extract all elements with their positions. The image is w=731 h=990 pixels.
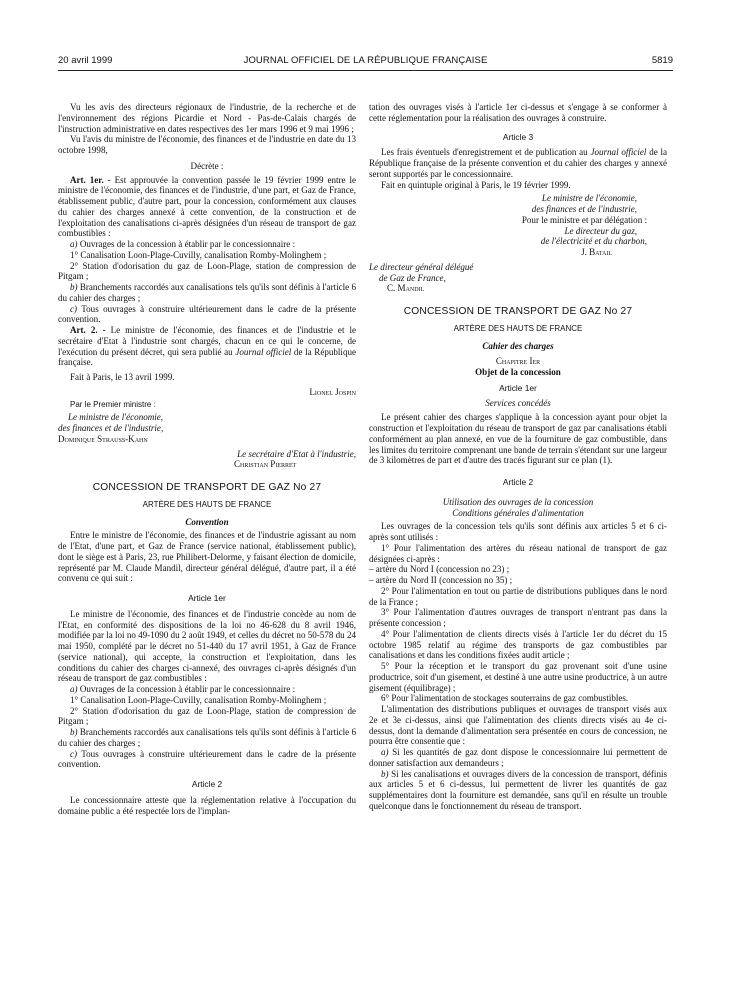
list-item: 2° Pour l'alimentation en tout ou partie de distributions publiques dans le nord de la France ; (369, 585, 667, 607)
list-item: 1° Canalisation Loon-Plage-Cuvilly, canalisation Romby-Molinghem ; (70, 249, 327, 260)
item-label: b) (70, 727, 78, 737)
item-label: a) (70, 684, 78, 694)
article-1-label: Art. 1er. - (70, 174, 111, 185)
list-item (58, 304, 356, 326)
left-column (58, 102, 356, 816)
list-item: 2° Station d'odorisation du gaz de Loon-Plage, station de compression de Pitgam ; (58, 705, 356, 727)
article-heading: Article 3 (502, 131, 534, 142)
fait-line: Fait en quintuple original à Paris, le 19 février 1999. (381, 179, 571, 190)
dg-title: Le directeur général délégué (369, 261, 474, 272)
article-3-text: Les frais éventuels d'enregistrement et de publication au (381, 147, 588, 158)
list-item: 2° Station d'odorisation du gaz de Loon-Plage, station de compression de Pitgam ; (58, 260, 356, 282)
article-heading: Article 2 (502, 477, 534, 487)
objet-heading: Objet de la concession (475, 367, 561, 377)
article-2-text: Le ministre de l'économie, des finances et de l'industrie et le secrétaire d'Etat à l'industrie sont chargés, chacun en ce qui le concerne, de l'exécution du présent décret, qui sera publié au (58, 325, 356, 357)
article-2-text-end: de la République française. (58, 346, 357, 368)
item-label: a) (70, 239, 78, 249)
list-item: 5° Pour la réception et le transport du gaz provenant soit d'une usine productrice, soit d'un gisement, et destiné à une autre usine productrice, à un autre gisement (équilibrage) ; (369, 661, 667, 693)
list-item (369, 769, 667, 812)
list-item (58, 239, 356, 250)
delegation-line: Pour le ministre et par délégation : (521, 214, 647, 225)
dg-name: C. Mandil (387, 283, 425, 294)
header-rule (58, 70, 673, 71)
article-2-paragraph (58, 325, 356, 368)
signature-premier-ministre: Lionel Jospin (309, 386, 356, 397)
list-item (58, 282, 356, 304)
item-text: Tous ouvrages à construire ultérieurement dans le cadre de la présente convention. (58, 303, 356, 325)
artere-heading: ARTÈRE DES HAUTS DE FRANCE (453, 323, 583, 333)
page-header (58, 55, 673, 69)
list-item: 1° Canalisation Loon-Plage-Cuvilly, canalisation Romby-Molinghem ; (70, 694, 327, 705)
article-heading: Article 2 (191, 779, 223, 789)
header-journal-title: JOURNAL OFFICIEL DE LA RÉPUBLIQUE FRANÇAISE (243, 55, 488, 66)
par-premier-ministre: Par le Premier ministre : (70, 399, 156, 409)
ministre-name: Dominique Strauss-Kahn (58, 433, 148, 444)
list-item (58, 749, 356, 771)
directeur-name: J. Batail (581, 247, 612, 257)
artere-heading: ARTÈRE DES HAUTS DE FRANCE (142, 499, 272, 509)
item-text: Si les quantités de gaz dont dispose le concessionnaire lui permettent de donner satisfaction aux demandeurs ; (369, 747, 668, 768)
fait-line: Fait à Paris, le 13 avril 1999. (70, 372, 175, 382)
article-1-text: Est approuvée la convention passée le 19 février 1999 entre le ministre de l'économie, des finances et de l'industrie, d'une part, et Gaz de France, établissement public, d'autre part, pour la concession, conformément aux clauses du cahier des charges annexé à cette convention, de la construction et de l'exploitation des canalisations ci-après désignées d'un réseau de transport de gaz combustibles : (58, 174, 357, 239)
dg-title: de Gaz de France, (379, 272, 446, 283)
convention-paragraph: Entre le ministre de l'économie, des finances et de l'industrie agissant au nom de l'Etat, d'une part, et Gaz de France (service national, établissement public), dont le siège est à Paris, 23, rue Philibert-Delorme, y faisant élection de domicile, représenté par M. Claude Mandil, directeur général délégué, d'autre part, il a été convenu ce qui suit : (58, 530, 356, 584)
directeur-title: de l'électricité et du charbon, (540, 236, 647, 247)
list-item: 1° Pour l'alimentation des artères du réseau national de transport de gaz désignées ci-après : (369, 542, 667, 564)
list-item (369, 747, 667, 769)
item-label: a) (381, 747, 389, 757)
item-label: b) (381, 768, 389, 779)
services-heading: Services concédés (485, 397, 551, 408)
article-1-paragraph (58, 175, 356, 240)
secretaire-title: Le secrétaire d'Etat à l'industrie, (237, 448, 356, 459)
ministre-title: Le ministre de l'économie, (68, 412, 164, 423)
article-1-convention-text: Le ministre de l'économie, des finances et de l'industrie concède au nom de l'Etat, en conformité des dispositions de la loi no 46-628 du 8 avril 1946, modifiée par la loi no 49-1090 du 2 août 1949, et celles du décret no 50-578 du 24 mai 1950, complété par le décret no 51-440 du 17 avril 1951, à Gaz de France (service national), qui accepte, la construction et l'exploitation, dans les conditions du cahier des charges ci-annexé, des ouvrages ci-après désignés d'un réseau de transport de gaz combustibles : (58, 608, 356, 684)
item-label: b) (70, 282, 78, 292)
concession-title: CONCESSION DE TRANSPORT DE GAZ No 27 (92, 482, 322, 493)
ministre-title: Le ministre de l'économie, (541, 193, 637, 204)
directeur-title: Le directeur du gaz, (564, 225, 637, 236)
list-item (58, 727, 356, 749)
journal-officiel-ref: Journal officiel (235, 346, 292, 357)
list-dash-item: – artère du Nord II (concession no 35) ; (369, 575, 513, 585)
article-3-text-end: de la République française de la présente convention et du cahier des charges y annexé seront supportés par le concessionnaire. (369, 147, 668, 179)
secretaire-name: Christian Pierret (234, 459, 297, 470)
item-text: Branchements raccordés aux canalisations tels qu'ils sont définis à l'article 6 du cahier des charges ; (58, 727, 357, 748)
decree-heading: Décrète : (190, 160, 224, 171)
item-label: c) (70, 748, 78, 759)
list-item: 3° Pour l'alimentation d'autres ouvrages de transport n'entrant pas dans la présente concession ; (369, 607, 667, 628)
journal-officiel-ref: Journal officiel (590, 147, 647, 158)
cahier-heading: Cahier des charges (482, 340, 554, 351)
article-heading: Article 1er (188, 593, 226, 603)
item-text: Ouvrages de la concession à établir par le concessionnaire : (79, 239, 296, 249)
item-text: Tous ouvrages à construire ultérieurement dans le cadre de la présente convention. (58, 748, 356, 770)
article-2-convention-text: Le concessionnaire atteste que la réglementation relative à l'occupation du domaine public a été respectée lors de l'implan- (58, 794, 356, 816)
list-item: 4° Pour l'alimentation de clients directs visés à l'article 1er du décret du 15 octobre 1985 relatif au régime des transports de gaz combustibles par canalisations et dans les conditions fixées audit article ; (369, 628, 667, 661)
article-3-paragraph (369, 147, 667, 179)
item-text: Ouvrages de la concession à établir par le concessionnaire : (79, 684, 296, 694)
utilisation-heading: Utilisation des ouvrages de la concession (442, 496, 594, 507)
list-dash-item: – artère du Nord I (concession no 23) ; (369, 564, 510, 575)
paragraph: Vu l'avis du ministre de l'économie, des finances et de l'industrie en date du 13 octobre 1998, (58, 134, 356, 155)
header-date: 20 avril 1999 (58, 55, 113, 66)
list-item: 6° Pour l'alimentation de stockages souterrains de gaz combustibles. (381, 693, 629, 704)
item-label: c) (70, 303, 78, 314)
convention-heading: Convention (185, 516, 229, 527)
item-text: Si les canalisations et ouvrages divers de la concession de transport, définis aux articles 5 et 6 ci-dessus, lui permettent de livrer les quantités de gaz supplémentaires dont la fourniture est demandée, sans qu'il en résulte un trouble quelconque dans le fonctionnement du réseau de transport. (369, 768, 668, 811)
continuation-paragraph: tation des ouvrages visés à l'article 1er ci-dessus et s'engage à se conformer à cette réglementation pour la réalisation des ouvrages à construire. (369, 102, 667, 123)
right-column (369, 102, 667, 812)
article-heading: Article 1er (499, 382, 537, 393)
ministre-title: des finances et de l'industrie, (58, 423, 164, 433)
article-2-label: Art. 2. - (70, 325, 106, 335)
item-text: Branchements raccordés aux canalisations tels qu'ils sont définis à l'article 6 du cahier des charges ; (58, 282, 357, 303)
paragraph: Vu les avis des directeurs régionaux de l'industrie, de la recherche et de l'environnement des régions Picardie et Nord - Pas-de-Calais chargés de l'instruction administrative en dates respectives des 1er mars 1996 et 9 mai 1996 ; (58, 102, 356, 134)
cahier-article-1-text: Le présent cahier des charges s'applique à la concession ayant pour objet la construction et l'exploitation du réseau de transport de gaz par canalisations établi conformément au plan annexé, en vue de la fourniture de gaz combustible, dans les limites du territoire comprenant une bande de terrain s'étendant sur une largeur de 3 kilomètres de part et d'autre des tracés figurant sur ce plan (1). (369, 412, 667, 466)
conditions-heading: Conditions générales d'alimentation (452, 507, 584, 518)
paragraph: L'alimentation des distributions publiques et ouvrages de transport visés aux 2e et 3e ci-dessus, ainsi que l'alimentation des clients directs visés au 4e ci-dessus, dont la demande d'alimentation sera présentée en cours de concession, ne pourra être consentie que : (369, 704, 667, 747)
ministre-title: des finances et de l'industrie, (531, 204, 637, 214)
list-item (58, 684, 356, 695)
paragraph: Les ouvrages de la concession tels qu'ils sont définis aux articles 5 et 6 ci-après sont utilisés : (369, 521, 667, 542)
concession-title: CONCESSION DE TRANSPORT DE GAZ No 27 (403, 306, 633, 317)
header-page-number: 5819 (651, 55, 673, 66)
chapitre-heading: Chapitre Ier (495, 356, 541, 367)
